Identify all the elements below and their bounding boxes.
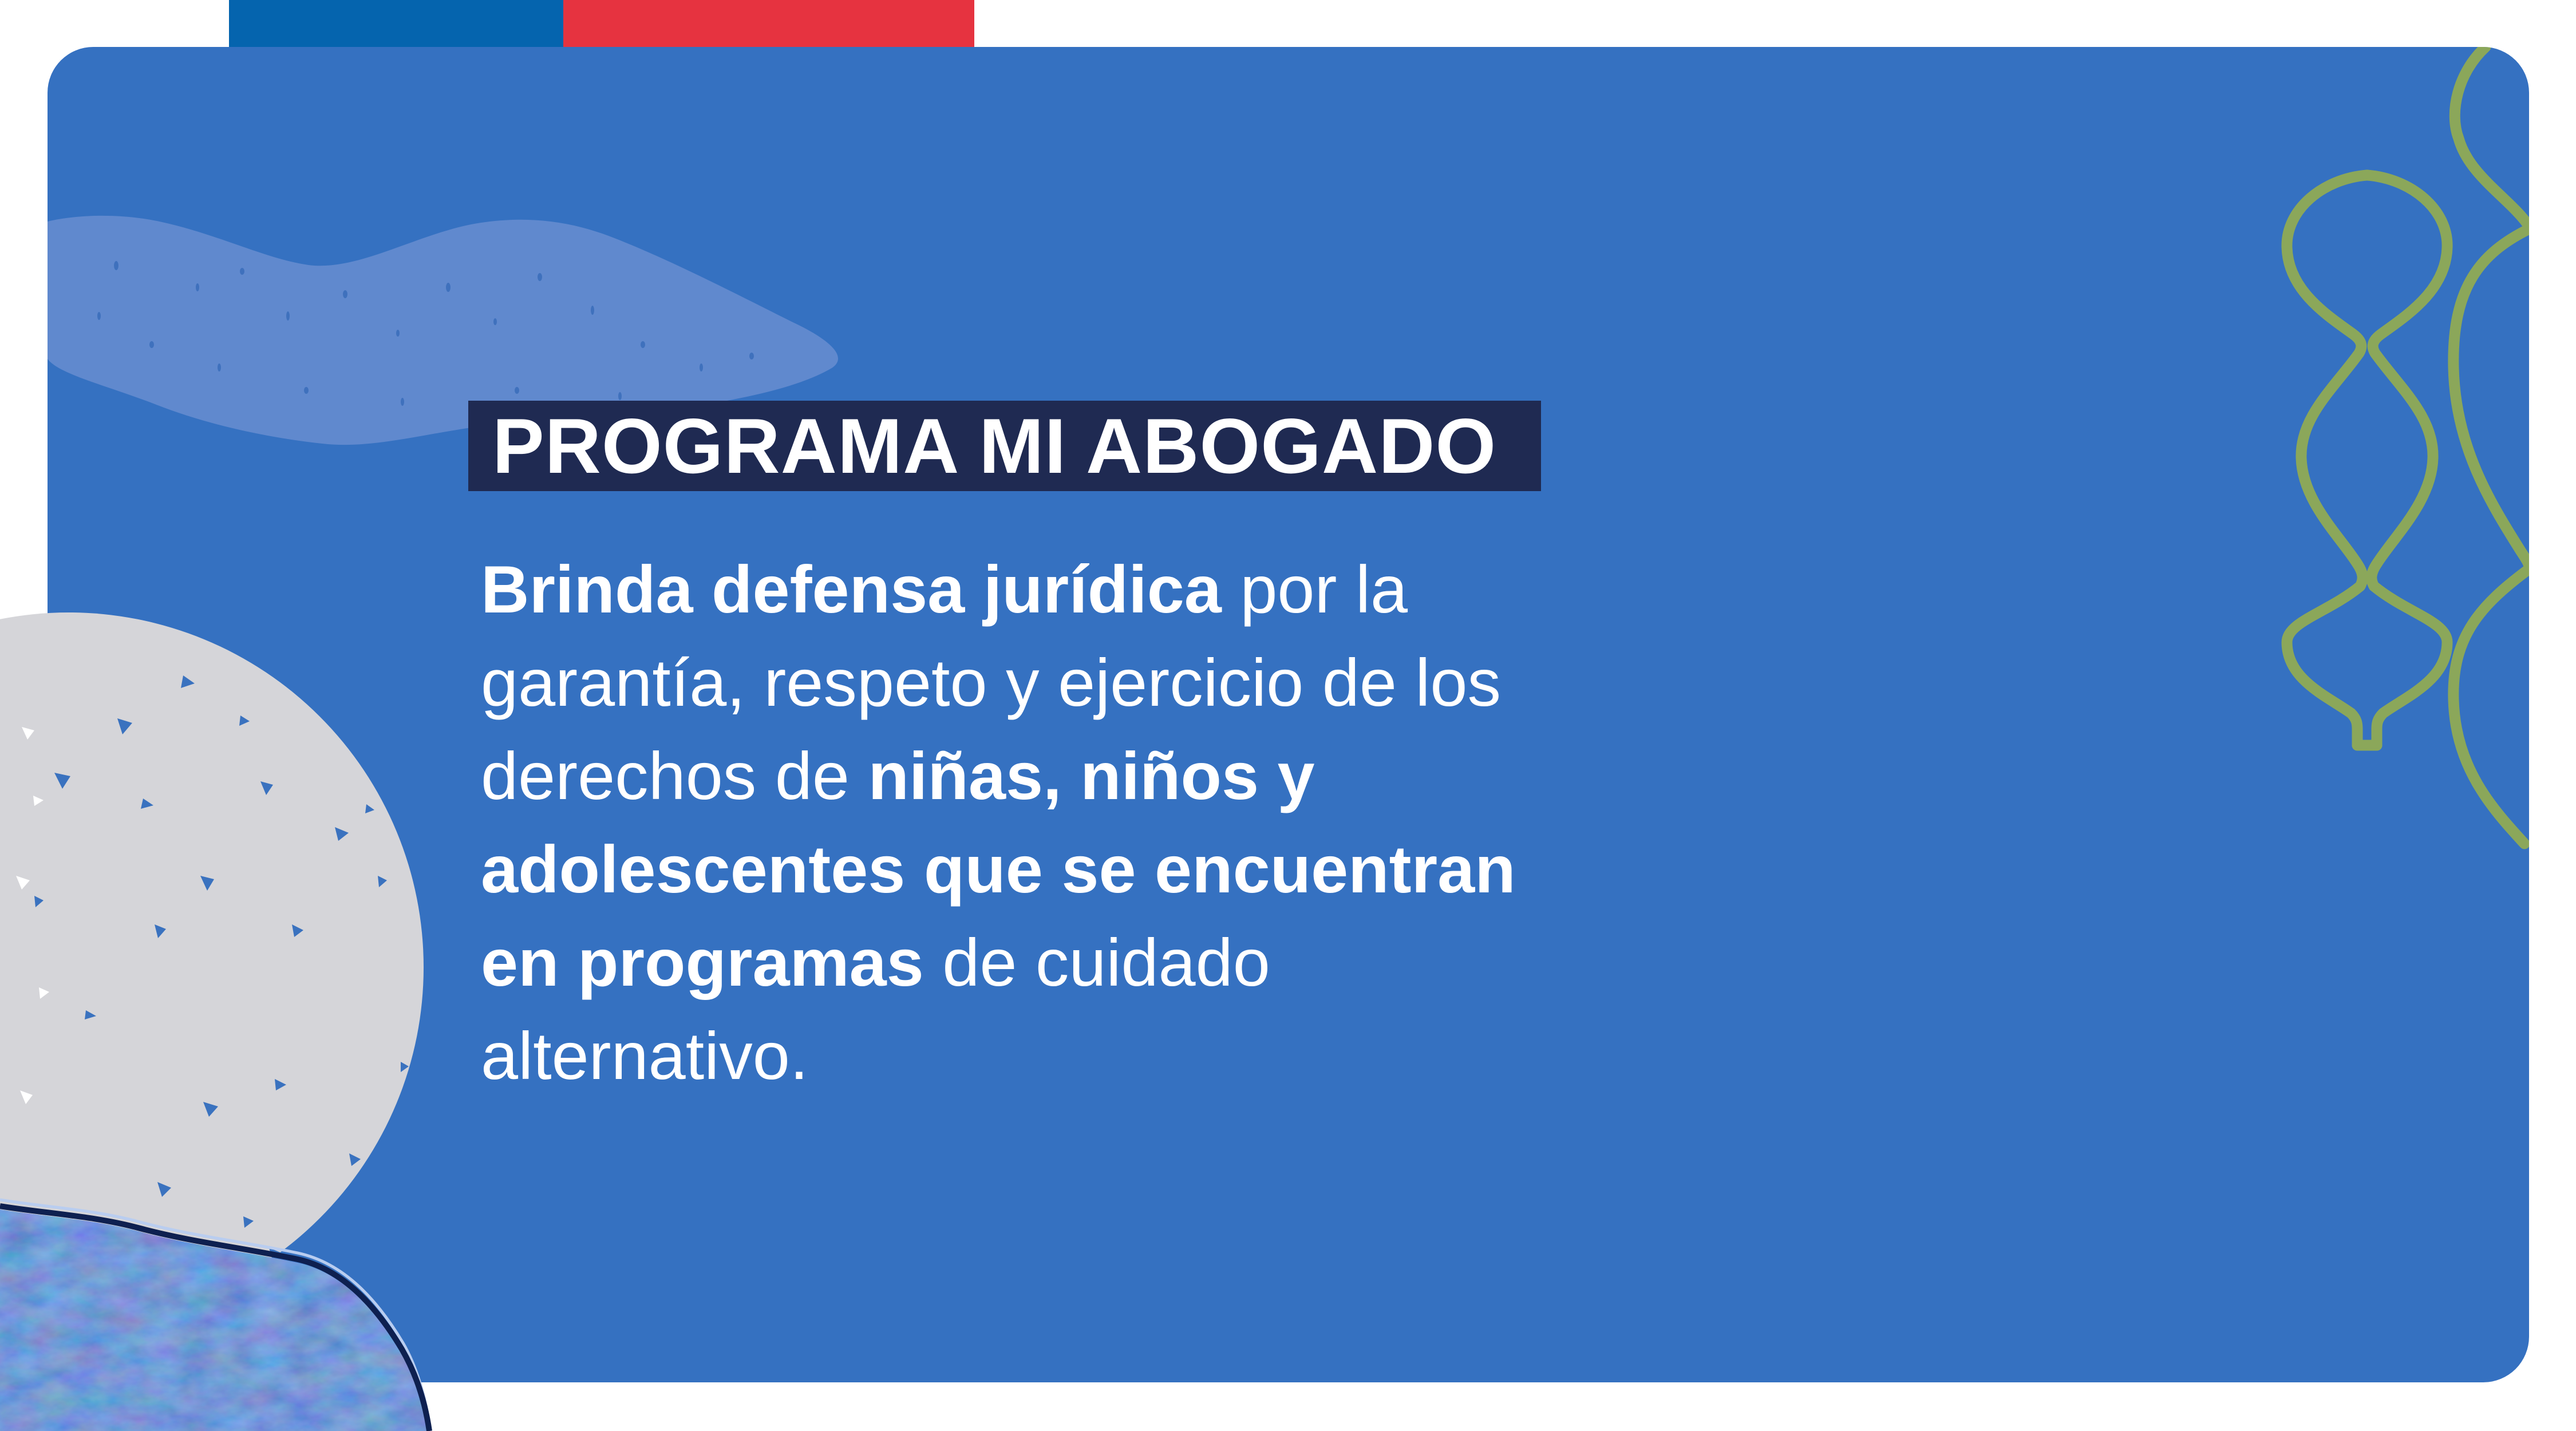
brand-bar-red bbox=[563, 0, 974, 48]
paragraph-line: adolescentes que se encuentran bbox=[481, 832, 1516, 907]
paragraph-line: garantía, respeto y ejercicio de los bbox=[481, 645, 1501, 720]
paragraph-line: Brinda defensa jurídica por la bbox=[481, 552, 1408, 627]
program-title-box bbox=[468, 401, 1541, 491]
program-title: PROGRAMA MI ABOGADO bbox=[492, 402, 1497, 489]
paragraph-line: en programas de cuidado bbox=[481, 925, 1270, 1000]
info-card bbox=[48, 47, 2529, 1382]
circle-flecks-white bbox=[16, 727, 49, 1104]
brand-bar-blue bbox=[229, 0, 563, 48]
program-description bbox=[481, 543, 1516, 1102]
paragraph-line: alternativo. bbox=[481, 1018, 809, 1093]
paragraph-line: derechos de niñas, niños y bbox=[481, 738, 1315, 813]
